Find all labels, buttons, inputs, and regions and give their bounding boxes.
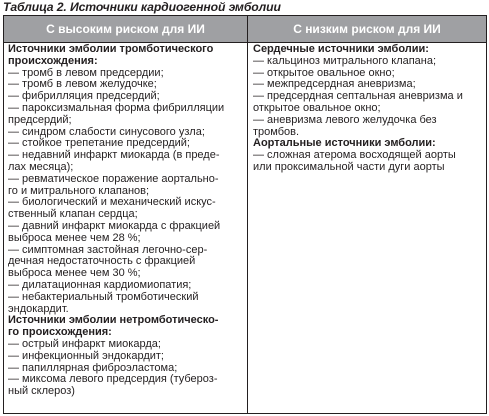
list-item-line: — дилатационная кардиомиопатия; <box>8 278 192 291</box>
list-item-line: — инфекционный эндокардит; <box>8 349 164 362</box>
section-heading-line: Аортальные источники эмболии: <box>253 137 436 150</box>
list-item-line: — открытое овальное окно; <box>253 66 395 79</box>
list-item-line: ный склероз) <box>8 385 75 398</box>
list-item-line: — острый инфаркт миокарда; <box>8 337 161 350</box>
low-risk-column <box>253 44 483 174</box>
list-item-line: — кальциноз митрального клапана; <box>253 54 437 67</box>
list-item-line: тромбов. <box>253 125 300 138</box>
list-item-line: или проксимальной части дуги аорты <box>253 160 445 173</box>
list-item-line: дечная недостаточность с фракцией <box>8 255 196 268</box>
header-high-risk: С высоким риском для ИИ <box>46 22 205 36</box>
section-heading-line: го происхождения: <box>8 326 112 339</box>
list-item-line: эндокардит. <box>8 302 69 315</box>
section-heading-line: Сердечные источники эмболии: <box>253 43 429 55</box>
list-item-line: — небактериальный тромботический <box>8 290 199 303</box>
embolism-sources-table <box>3 15 487 414</box>
section-heading-line: происхождения: <box>8 54 98 67</box>
list-item-line: — давний инфаркт миокарда с фракцией <box>8 219 221 232</box>
list-item-line: — недавний инфаркт миокарда (в преде- <box>8 149 220 162</box>
list-item-line: — симптомная застойная легочно-сер- <box>8 243 208 256</box>
list-item-line: предсердий; <box>8 113 72 126</box>
header-low-risk: С низким риском для ИИ <box>293 22 441 36</box>
list-item-line: — тромб в левом предсердии; <box>8 66 164 79</box>
list-item-line: — аневризма левого желудочка без <box>253 113 437 126</box>
list-item-line: лах месяца); <box>8 160 74 173</box>
high-risk-column <box>8 44 244 398</box>
list-item-line: — папиллярная фиброэластома; <box>8 361 178 374</box>
list-item-line: — биологический и механический искус- <box>8 196 216 209</box>
list-item-line: — ревматическое поражение аортально- <box>8 172 219 185</box>
table-header-row <box>4 16 486 43</box>
list-item-line: го и митрального клапанов; <box>8 184 150 197</box>
list-item-line: — стойкое трепетание предсердий; <box>8 137 190 150</box>
list-item-line: — тромб в левом желудочке; <box>8 78 157 91</box>
list-item-line: — пароксизмальная форма фибрилляции <box>8 101 225 114</box>
list-item-line: выброса менее чем 28 %; <box>8 231 141 244</box>
list-item-line: — миксома левого предсердия (тубероз- <box>8 373 218 386</box>
section-heading-line: Источники эмболии тромботического <box>8 43 214 55</box>
list-item-line: — синдром слабости синусового узла; <box>8 125 205 138</box>
list-item-line: ственный клапан сердца; <box>8 208 138 221</box>
table-caption: Таблица 2. Источники кардиогенной эмболии <box>3 0 281 14</box>
section-heading-line: Источники эмболии нетромботическо- <box>8 314 219 327</box>
list-item-line: — фибрилляция предсердий; <box>8 90 160 103</box>
list-item-line: — предсердная септальная аневризма и <box>253 90 463 103</box>
list-item-line: — сложная атерома восходящей аорты <box>253 149 456 162</box>
list-item-line: — межпредсердная аневризма; <box>253 78 416 91</box>
column-divider <box>247 16 248 413</box>
list-item-line: выброса менее чем 30 %; <box>8 267 141 280</box>
list-item-line: открытое овальное окно; <box>253 101 381 114</box>
